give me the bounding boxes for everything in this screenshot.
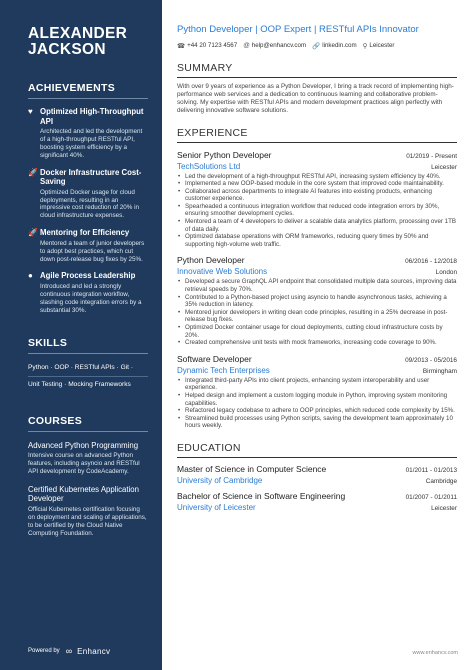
job-company: Dynamic Tech Enterprises xyxy=(177,365,270,375)
achievement-body xyxy=(40,168,148,221)
job-bullet: • Contributed to a Python-based project using asyncio to handle asynchronous tasks, achieving a 35% reduction in latency. xyxy=(177,294,457,309)
course-title: Certified Kubernetes Application Developer xyxy=(28,484,139,504)
job-bullet: • Helped design and implement a custom logging module in Python, improving system monitoring capabilities. xyxy=(177,392,457,407)
job-company-row xyxy=(177,364,457,375)
heart-icon: ♥ xyxy=(28,107,33,116)
enhancv-brand: Enhancv xyxy=(77,646,111,656)
contact-item[interactable] xyxy=(312,42,357,50)
job-bullets xyxy=(177,173,457,249)
course-item xyxy=(28,441,148,476)
drop-icon: ● xyxy=(28,271,33,281)
candidate-name xyxy=(28,26,148,58)
job-bullet: • Spearheaded a continuous integration workflow that reduced code integration errors by 30%, ensuring smoother development cycles. xyxy=(177,203,457,218)
job-bullet: • Implemented a new OOP-based module in the core system that improved code maintainability. xyxy=(177,180,457,188)
job-dates: 09/2013 - 05/2016 xyxy=(405,356,457,364)
name-line-last: JACKSON xyxy=(28,41,106,58)
job-header-row xyxy=(177,354,457,364)
contact-item[interactable] xyxy=(243,42,306,49)
edu-school: University of Leicester xyxy=(177,502,256,512)
achievements-title: ACHIEVEMENTS xyxy=(28,82,148,99)
job-location: Leicester xyxy=(431,163,457,171)
job-location: London xyxy=(435,269,457,277)
courses-title: COURSES xyxy=(28,415,148,432)
job-bullet: • Developed a secure GraphQL API endpoint that consolidated multiple data sources, improving data retrieval speeds by 70%. xyxy=(177,278,457,293)
achievement-body xyxy=(40,107,148,160)
contact-text: +44 20 7123 4567 xyxy=(187,42,238,49)
footer-url: www.enhancv.com xyxy=(412,650,458,656)
job-entry xyxy=(177,150,457,249)
rocket-icon: 🚀 xyxy=(28,167,38,177)
courses-list xyxy=(28,441,148,538)
education-entry xyxy=(177,464,457,485)
name-line-first: ALEXANDER xyxy=(28,25,128,42)
edu-location: Cambridge xyxy=(425,477,457,485)
achievement-desc: Mentored a team of junior developers to adopt best practices, which cut down post-release bug fixes by 25%. xyxy=(40,239,145,263)
edu-school: University of Cambridge xyxy=(177,475,263,485)
job-entry xyxy=(177,354,457,430)
edu-location: Leicester xyxy=(431,504,457,512)
rocket-icon: 🚀 xyxy=(28,228,38,238)
link-icon: 🔗 xyxy=(312,42,321,50)
location-icon: ⚲ xyxy=(362,42,368,50)
course-item xyxy=(28,485,148,538)
education-list xyxy=(177,464,457,512)
contact-item xyxy=(363,42,395,50)
achievement-body xyxy=(40,271,148,314)
achievements-list xyxy=(28,107,148,315)
edu-school-row xyxy=(177,501,457,512)
edu-degree: Master of Science in Computer Science xyxy=(177,463,327,474)
job-location: Birmingham xyxy=(422,367,457,375)
phone-icon: ☎ xyxy=(177,42,186,50)
achievement-title: Mentoring for Efficiency xyxy=(40,228,130,238)
job-entry xyxy=(177,255,457,346)
job-company: TechSolutions Ltd xyxy=(177,161,241,171)
edu-dates: 01/2007 - 01/2011 xyxy=(405,493,457,501)
job-bullet: • Optimized Docker container usage for cloud deployments, cutting cloud infrastructure costs by 20%. xyxy=(177,324,457,339)
contact-text: Leicester xyxy=(369,42,395,49)
job-bullets xyxy=(177,377,457,430)
job-bullet: • Optimized database operations with ORM frameworks, reducing query times by 50% and supporting high-volume web traffic. xyxy=(177,233,457,248)
skills-list xyxy=(28,360,148,393)
job-bullet: • Integrated third-party APIs into client projects, enhancing system interoperability and user experience. xyxy=(177,377,457,392)
job-header-row xyxy=(177,150,457,160)
contact-item[interactable] xyxy=(177,42,237,50)
job-bullet: • Mentored junior developers in writing clean code principles, resulting in a 25% decrease in post-release bug fixes. xyxy=(177,309,457,324)
summary-title: SUMMARY xyxy=(177,62,457,78)
job-company-row xyxy=(177,160,457,171)
course-desc: Official Kubernetes certification focusing on deployment and scaling of applications, to be certified by the Cloud Native Computing Foundation. xyxy=(28,505,147,537)
job-company: Innovative Web Solutions xyxy=(177,267,268,277)
contact-text: help@enhancv.com xyxy=(251,42,307,49)
job-bullet: • Refactored legacy codebase to adhere to OOP principles, which reduced code complexity by 15%. xyxy=(177,407,457,415)
achievement-desc: Architected and led the development of a high-throughput RESTful API, boosting system efficiency by a significant 40%. xyxy=(40,128,143,159)
course-title: Advanced Python Programming xyxy=(28,440,139,450)
skill-line: Python · OOP · RESTful APIs · Git · xyxy=(28,360,148,377)
edu-dates: 01/2011 - 01/2013 xyxy=(405,466,457,474)
headline: Python Developer | OOP Expert | RESTful APIs Innovator xyxy=(177,24,419,35)
achievement-body xyxy=(40,228,148,263)
job-dates: 06/2016 - 12/2018 xyxy=(405,258,457,266)
sidebar xyxy=(0,0,162,670)
experience-title: EXPERIENCE xyxy=(177,127,457,143)
achievement-title: Optimized High-Throughput API xyxy=(40,107,144,126)
edu-school-row xyxy=(177,474,457,485)
achievement-item xyxy=(28,107,148,160)
job-title: Senior Python Developer xyxy=(177,149,272,160)
edu-header-row xyxy=(177,464,457,474)
main-content xyxy=(177,24,457,512)
job-header-row xyxy=(177,255,457,265)
achievement-item xyxy=(28,271,148,314)
job-bullet: • Led the development of a high-throughput RESTful API, increasing system efficiency by 40%. xyxy=(177,173,457,181)
powered-by-footer xyxy=(28,646,110,656)
achievement-title: Agile Process Leadership xyxy=(40,271,136,281)
achievement-desc: Introduced and led a strongly continuous integration workflow, slashing code integration errors by a substantial 30%. xyxy=(40,282,142,314)
course-desc: Intensive course on advanced Python features, including asyncio and RESTful API development by CodeAcademy. xyxy=(28,452,140,475)
job-bullet: • Mentored a team of 4 developers to deliver a scalable data analytics platform, processing over 1TB of data daily. xyxy=(177,218,457,233)
education-title: EDUCATION xyxy=(177,442,457,458)
job-company-row xyxy=(177,265,457,276)
achievement-item xyxy=(28,168,148,221)
achievement-desc: Optimized Docker usage for cloud deployments, resulting in an impressive cost reduction of 20% in cloud infrastructure expenses. xyxy=(40,188,140,220)
summary-text: With over 9 years of experience as a Python Developer, I bring a track record of implementing high-performance web services and a dedication to continuous learning and collaborative problem-solving. My expertise with RESTful APIs and modern development practices align perfectly with delivering innovative software solutions. xyxy=(177,82,454,114)
enhancv-logo-icon: ∞ xyxy=(65,646,73,656)
edu-degree: Bachelor of Science in Software Engineering xyxy=(177,490,346,501)
at-icon: @ xyxy=(243,42,250,49)
skills-title: SKILLS xyxy=(28,337,148,354)
job-bullet: • Streamlined build processes using Python scripts, saving the development team approximately 10 hours weekly. xyxy=(177,415,457,430)
contact-bar xyxy=(177,42,457,50)
experience-list xyxy=(177,150,457,430)
powered-by-label: Powered by xyxy=(28,648,60,654)
achievement-item xyxy=(28,228,148,263)
education-entry xyxy=(177,491,457,512)
job-bullet: • Created comprehensive unit tests with mock frameworks, increasing code coverage to 90%. xyxy=(177,339,457,347)
job-bullet: • Collaborated across departments to integrate AI features into existing products, enhancing customer experience. xyxy=(177,188,457,203)
achievement-title: Docker Infrastructure Cost-Saving xyxy=(40,167,142,187)
job-bullets xyxy=(177,278,457,346)
job-dates: 01/2019 - Present xyxy=(406,152,457,160)
job-title: Software Developer xyxy=(177,353,252,364)
edu-header-row xyxy=(177,491,457,501)
skill-line: Unit Testing · Mocking Frameworks xyxy=(28,380,131,388)
job-title: Python Developer xyxy=(177,255,245,266)
contact-text: linkedin.com xyxy=(322,42,357,49)
